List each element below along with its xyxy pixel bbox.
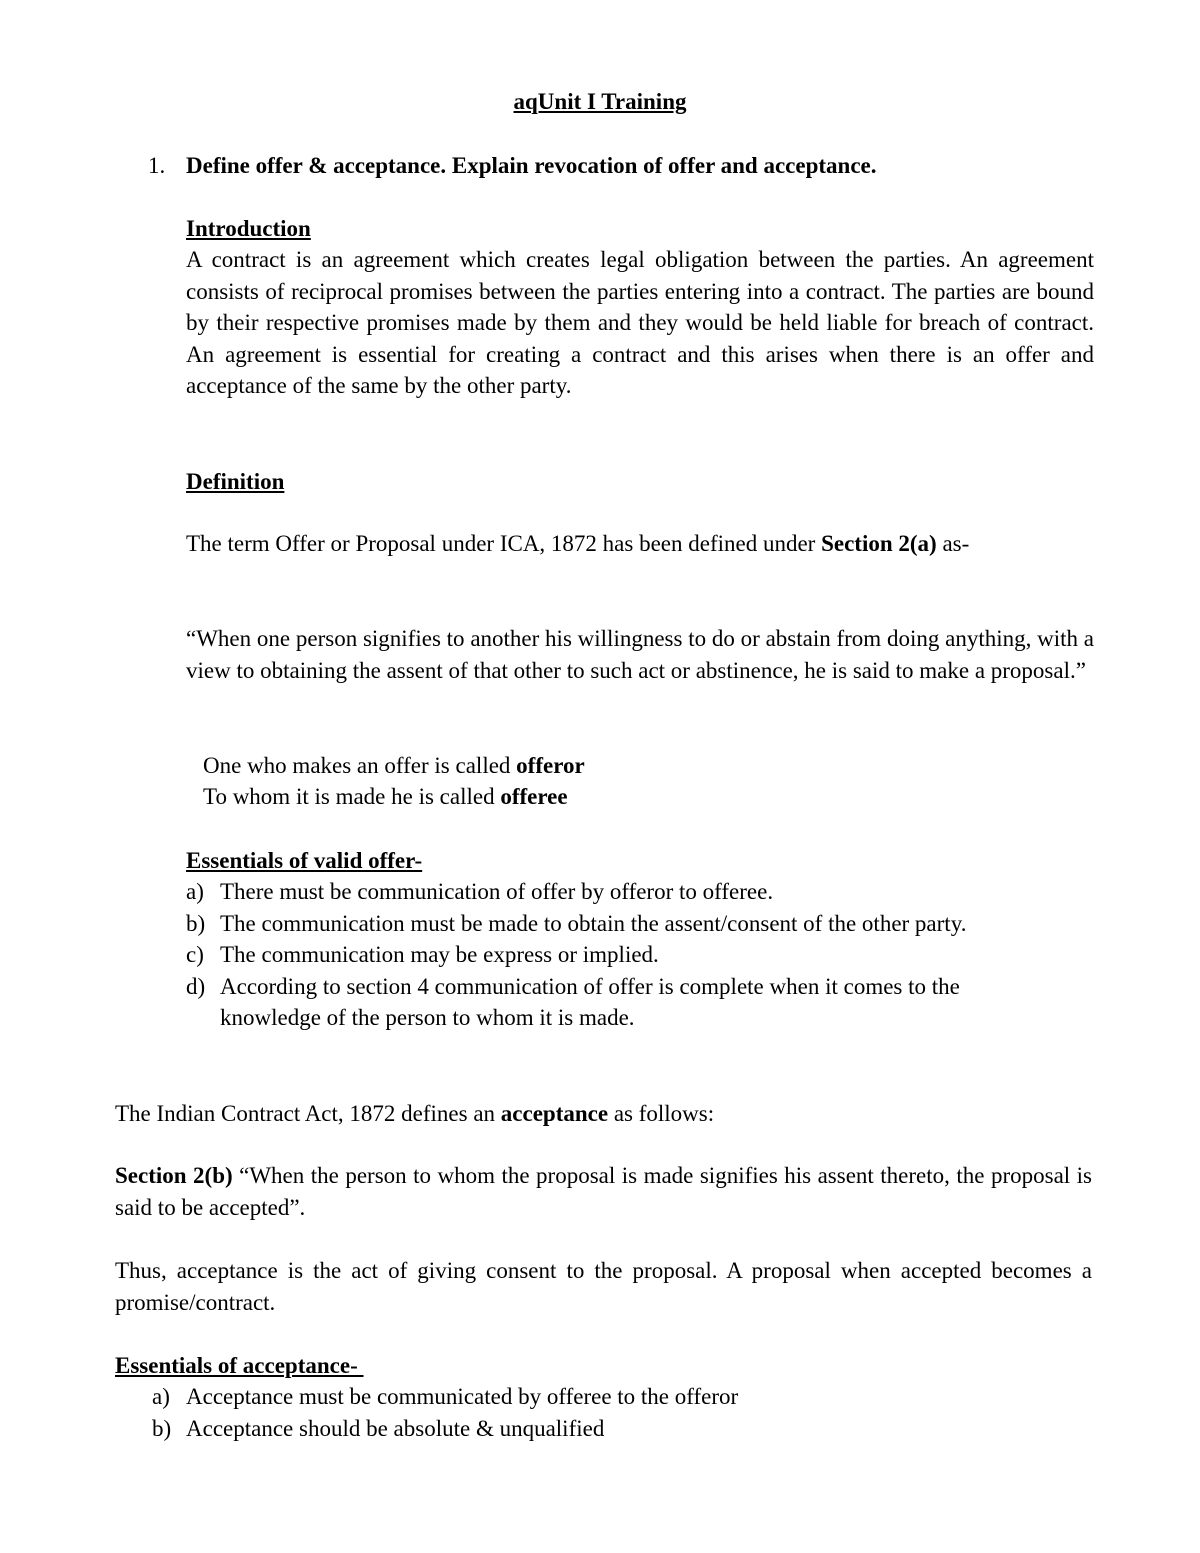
essentials-acceptance-heading: [115, 1350, 1092, 1382]
acceptance-term: acceptance: [500, 1101, 609, 1126]
document-title: aqUnit I Training: [513, 89, 687, 114]
offeree-term: offeree: [500, 784, 568, 809]
definition-intro-text: The term Offer or Proposal under ICA, 1872 has been defined under: [186, 531, 822, 556]
list-item: [152, 1413, 1052, 1445]
proposal-quote: “When one person signifies to another his willingness to do or abstain from doing anything, with a view to obtaining the assent of that other to such act or abstinence, he is said to make a proposal.”: [186, 626, 1094, 683]
definition-intro: [186, 528, 1094, 560]
section-2b-ref: Section 2(b): [115, 1163, 233, 1188]
question-number: 1.: [148, 153, 166, 178]
essentials-acceptance-heading-text: Essentials of acceptance-: [115, 1353, 364, 1378]
offeree-text: To whom it is made he is called: [203, 784, 501, 809]
acceptance-definition-line: [115, 1098, 1092, 1130]
list-marker: d): [186, 973, 206, 999]
section-2b-text: “When the person to whom the proposal is made signifies his assent thereto, the proposal is said to be accepted”.: [115, 1163, 1092, 1220]
offeree-line: [203, 781, 1111, 813]
essentials-acceptance-list: [152, 1381, 1052, 1444]
list-item-text: Acceptance must be communicated by offeree to the offeror: [186, 1384, 739, 1409]
list-item: [152, 1381, 1052, 1413]
list-item-text: According to section 4 communication of offer is complete when it comes to the knowledge of the person to whom it is made.: [220, 973, 960, 1030]
list-marker: a): [186, 879, 204, 904]
list-marker: c): [186, 942, 204, 967]
acceptance-def-prefix: The Indian Contract Act, 1872 defines an: [115, 1101, 501, 1126]
essentials-offer-heading: Essentials of valid offer-: [186, 848, 423, 873]
thus-paragraph: Thus, acceptance is the act of giving consent to the proposal. A proposal when accepted becomes a promise/contract.: [115, 1258, 1092, 1315]
essentials-offer-list: [186, 876, 1056, 1034]
list-item-text: There must be communication of offer by offeror to offeree.: [220, 879, 774, 904]
question-text: Define offer & acceptance. Explain revocation of offer and acceptance.: [186, 153, 877, 178]
list-marker: b): [152, 1415, 172, 1441]
definition-intro-suffix: as-: [936, 531, 970, 556]
list-item-text: The communication may be express or implied.: [220, 942, 659, 967]
list-item: [186, 939, 1056, 971]
offeror-term: offeror: [516, 753, 585, 778]
section-2b-paragraph: [115, 1160, 1092, 1223]
list-marker: a): [152, 1384, 170, 1409]
introduction-paragraph: A contract is an agreement which creates legal obligation between the parties. An agreement consists of reciprocal promises between the parties entering into a contract. The parties are bound by their respective promises made by them and they would be held liable for breach of contract. An agreement is essential for creating a contract and this arises when there is an offer and acceptance of the same by the other party.: [186, 247, 1094, 398]
list-item-text: Acceptance should be absolute & unqualified: [186, 1415, 605, 1441]
list-item: [186, 908, 1056, 940]
introduction-heading: Introduction: [186, 216, 311, 241]
list-item: [186, 971, 1056, 1034]
list-item-text: The communication must be made to obtain the assent/consent of the other party.: [220, 910, 967, 936]
definition-heading: Definition: [186, 469, 285, 494]
offeror-text: One who makes an offer is called: [203, 753, 517, 778]
offeror-line: [203, 750, 1111, 782]
list-item: [186, 876, 1056, 908]
acceptance-def-suffix: as follows:: [608, 1101, 715, 1126]
section-2a-ref: Section 2(a): [821, 531, 937, 556]
list-marker: b): [186, 910, 206, 936]
